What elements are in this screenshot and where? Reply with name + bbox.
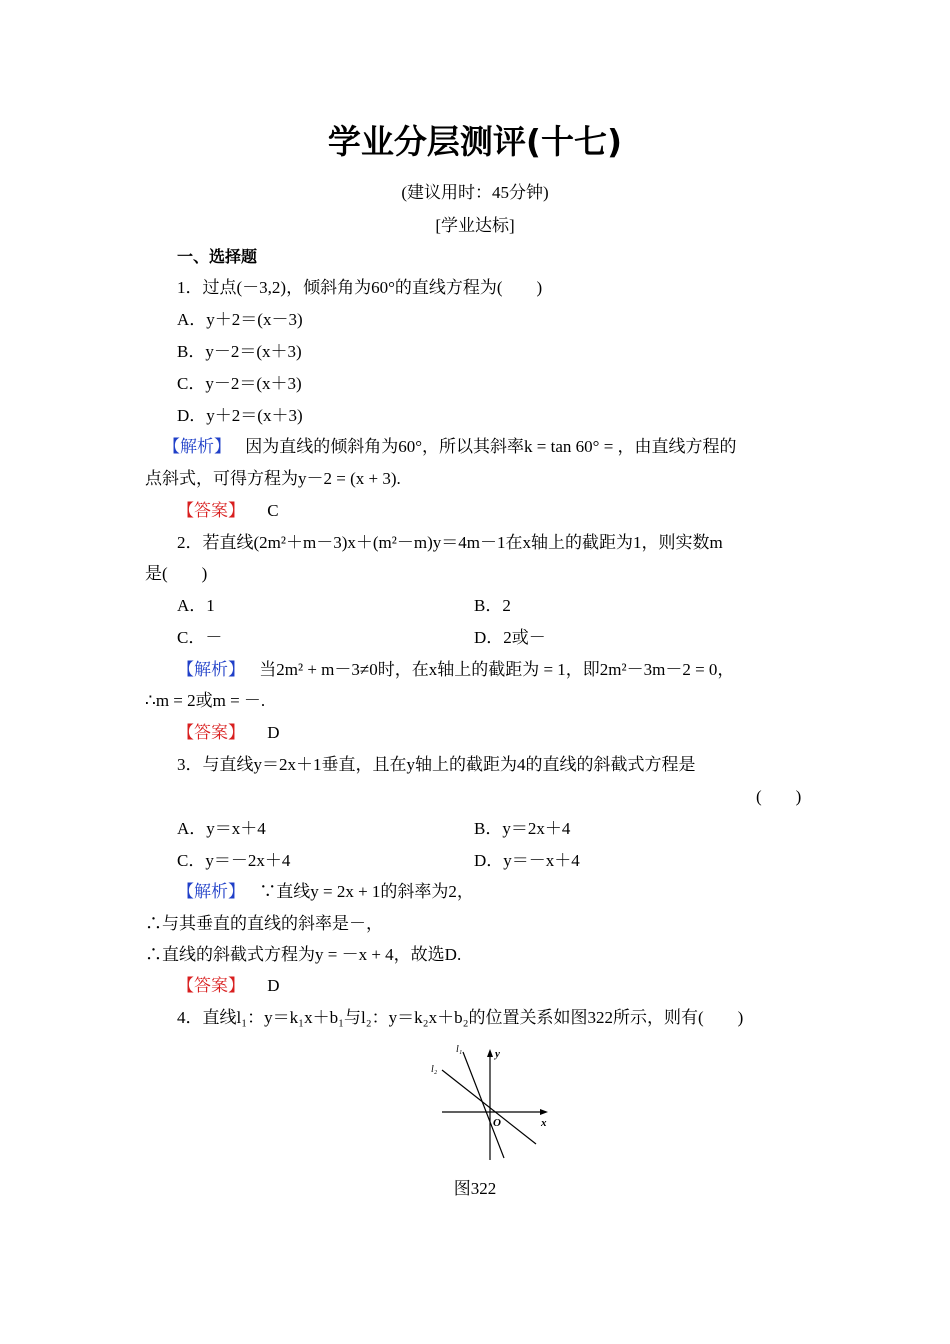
q3-option-a: A．y＝x＋4 <box>177 819 266 838</box>
analysis-tag: 【解析】 <box>163 437 231 457</box>
q3-analysis-line2: ∴与其垂直的直线的斜率是－， <box>145 914 383 933</box>
q3-analysis-line1 <box>177 881 474 903</box>
q1-answer-value: C <box>267 501 279 520</box>
q1-option-d: D．y＋2＝(x＋3) <box>177 406 303 425</box>
q2-analysis-line1 <box>177 659 734 681</box>
q3-stem: 3．与直线y＝2x＋1垂直，且在y轴上的截距为4的直线的斜截式方程是 <box>177 755 696 774</box>
line-l1 <box>463 1052 504 1158</box>
q1-analysis-text: 因为直线的倾斜角为60°，所以其斜率k = tan 60° = ，由直线方程的 <box>245 437 737 456</box>
q3-option-c: C．y＝－2x＋4 <box>177 851 291 870</box>
label-y: y <box>495 1048 500 1060</box>
label-l1: l₁ <box>456 1044 463 1055</box>
q4-figure <box>424 1040 559 1160</box>
q3-option-d: D．y＝－x＋4 <box>474 851 580 870</box>
answer-tag: 【答案】 <box>177 723 245 743</box>
answer-tag: 【答案】 <box>177 501 245 521</box>
q1-analysis-line1 <box>163 436 737 458</box>
q1-option-b: B．y－2＝(x＋3) <box>177 342 302 361</box>
y-axis-arrow <box>487 1049 493 1057</box>
q2-answer-value: D <box>267 723 280 742</box>
q1-option-a: A．y＋2＝(x－3) <box>177 310 303 329</box>
part-heading: 一、选择题 <box>177 247 258 266</box>
q3-option-b: B．y＝2x＋4 <box>474 819 571 838</box>
q1-option-c: C．y－2＝(x＋3) <box>177 374 302 393</box>
q1-analysis-line2: 点斜式，可得方程为y－2 = (x + 3). <box>145 469 401 488</box>
q1-answer <box>177 500 279 522</box>
q1-stem: 1．过点(－3,2)，倾斜角为60°的直线方程为( ) <box>177 278 543 297</box>
time-hint: (建议用时：45分钟) <box>401 183 549 202</box>
q2-stem-line1: 2．若直线(2m²＋m－3)x＋(m²－m)y＝4m－1在x轴上的截距为1，则实数m <box>177 533 723 552</box>
label-x: x <box>541 1117 547 1129</box>
q2-option-d: D．2或－ <box>474 628 546 647</box>
q3-paren: ( ) <box>756 787 802 806</box>
page-title: 学业分层测评(十七) <box>327 122 623 161</box>
label-l2: l₂ <box>431 1064 438 1075</box>
q3-answer-value: D <box>267 976 280 995</box>
q3-answer <box>177 975 280 997</box>
answer-tag: 【答案】 <box>177 976 245 996</box>
q2-option-b: B．2 <box>474 596 511 615</box>
q2-answer <box>177 722 280 744</box>
x-axis-arrow <box>540 1109 548 1115</box>
q3-analysis-text: ∵直线y = 2x + 1的斜率为2， <box>259 882 474 901</box>
q2-analysis-text: 当2m² + m－3≠0时，在x轴上的截距为 = 1，即2m²－3m－2 = 0， <box>259 660 735 679</box>
q4-stem: 4．直线l₁：y＝k₁x＋b₁与l₂：y＝k₂x＋b₂的位置关系如图322所示，则有( ) <box>177 1008 744 1027</box>
line-l2 <box>442 1070 536 1144</box>
q2-stem-line2: 是( ) <box>145 564 208 583</box>
analysis-tag: 【解析】 <box>177 882 245 902</box>
q2-option-c: C．－ <box>177 628 223 647</box>
q2-analysis-line2: ∴m = 2或m = －. <box>145 691 266 710</box>
section-heading: [学业达标] <box>435 216 515 235</box>
label-origin: O <box>493 1117 501 1129</box>
q3-analysis-line3: ∴直线的斜截式方程为y = －x + 4，故选D. <box>145 945 462 964</box>
figure-caption: 图322 <box>453 1179 497 1198</box>
q2-option-a: A．1 <box>177 596 215 615</box>
analysis-tag: 【解析】 <box>177 660 245 680</box>
